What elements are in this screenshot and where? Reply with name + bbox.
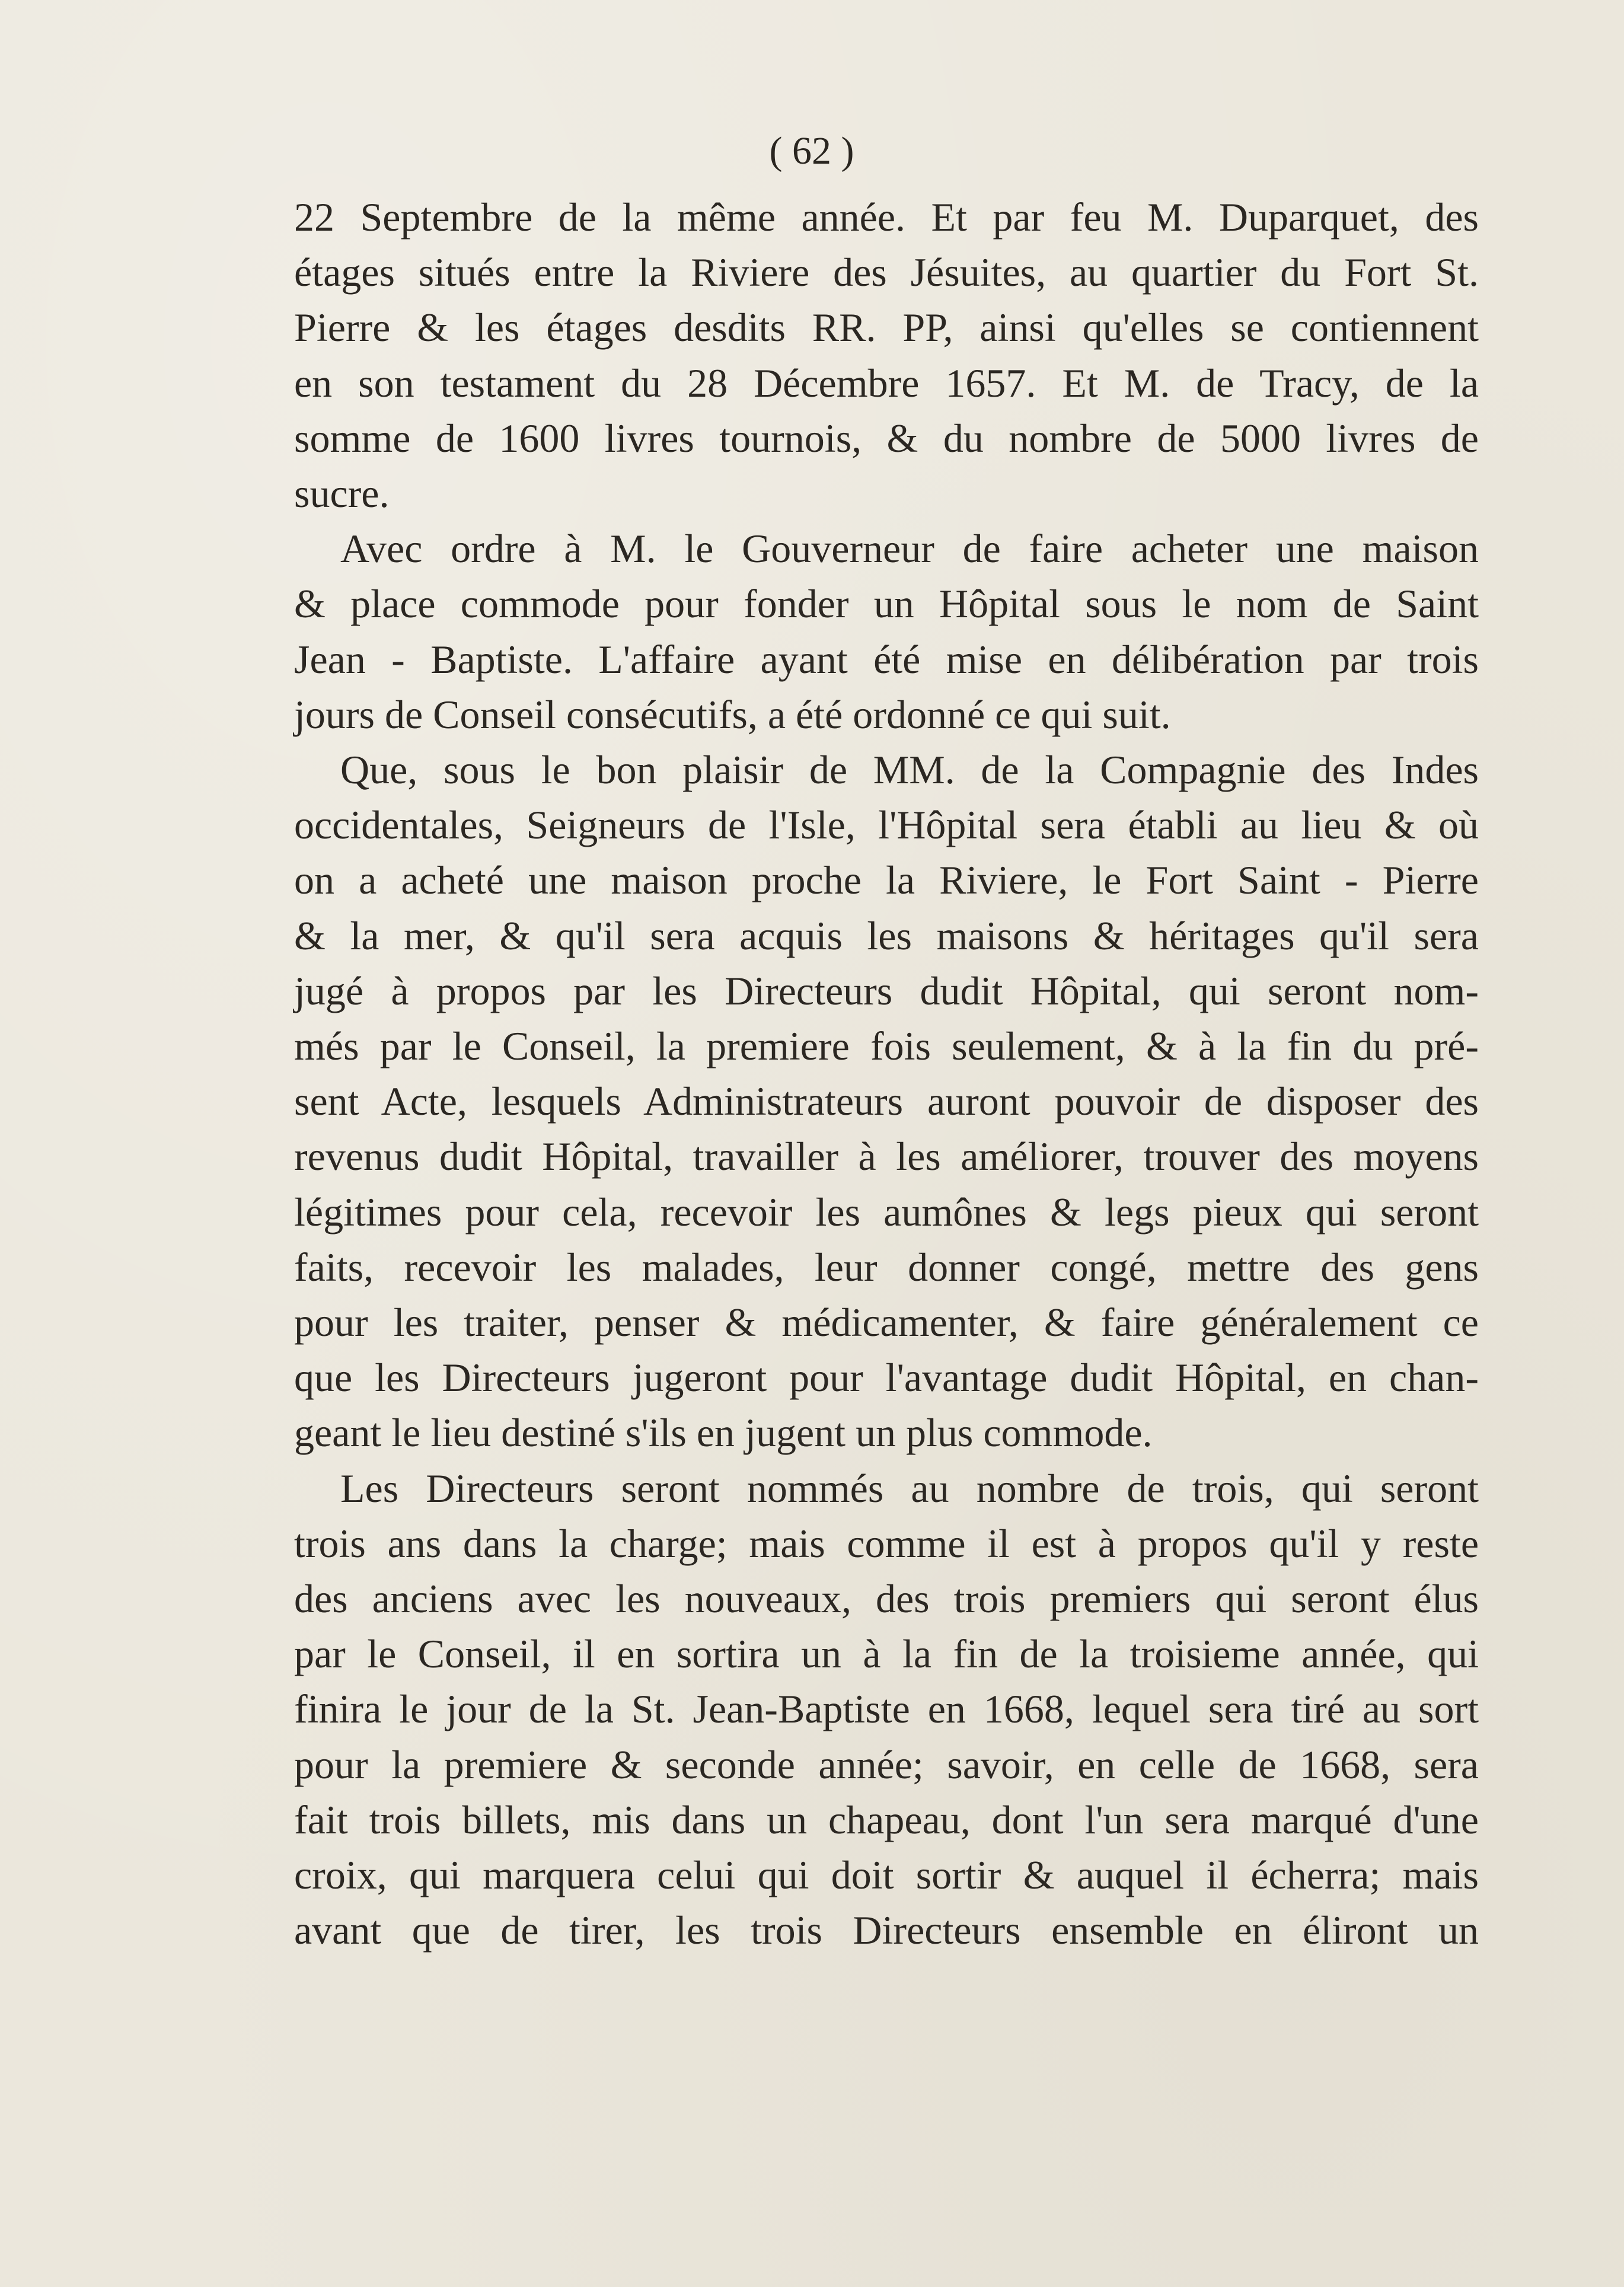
text-line: faits, recevoir les malades, leur donner congé, mettre des gens <box>294 1244 1479 1290</box>
text-line: fait trois billets, mis dans un chapeau, dont l'un sera marqué d'une <box>294 1797 1479 1842</box>
text-line: sent Acte, lesquels Administrateurs auront pouvoir de disposer des <box>294 1079 1479 1124</box>
text-line: par le Conseil, il en sortira un à la fin de la troisieme année, qui <box>294 1631 1479 1677</box>
text-line: pour les traiter, penser & médicamenter, & faire généralement ce <box>294 1300 1479 1345</box>
text-line: Avec ordre à M. le Gouverneur de faire acheter une maison <box>340 526 1479 572</box>
page-number: ( 62 ) <box>769 129 854 173</box>
text-line: que les Directeurs jugeront pour l'avantage dudit Hôpital, en chan- <box>294 1355 1479 1401</box>
text-line: revenus dudit Hôpital, travailler à les améliorer, trouver des moyens <box>294 1134 1479 1179</box>
text-line: jours de Conseil consécutifs, a été ordonné ce qui suit. <box>294 691 1171 737</box>
text-line: & la mer, & qu'il sera acquis les maisons & héritages qu'il sera <box>294 913 1479 958</box>
text-line: on a acheté une maison proche la Riviere, le Fort Saint - Pierre <box>294 857 1479 903</box>
text-line: finira le jour de la St. Jean-Baptiste en 1668, lequel sera tiré au sort <box>294 1686 1479 1732</box>
text-line: pour la premiere & seconde année; savoir, en celle de 1668, sera <box>294 1741 1479 1787</box>
text-line: més par le Conseil, la premiere fois seulement, & à la fin du pré- <box>294 1023 1479 1069</box>
text-line: Jean - Baptiste. L'affaire ayant été mise en délibération par trois <box>294 636 1479 682</box>
text-line: 22 Septembre de la même année. Et par feu M. Duparquet, des <box>294 194 1479 240</box>
text-line: geant le lieu destiné s'ils en jugent un plus commode. <box>294 1410 1153 1456</box>
text-line: étages situés entre la Riviere des Jésuites, au quartier du Fort St. <box>294 250 1479 295</box>
text-line: croix, qui marquera celui qui doit sortir & auquel il écherra; mais <box>294 1852 1479 1898</box>
text-line: Pierre & les étages desdits RR. PP, ainsi qu'elles se contiennent <box>294 305 1479 350</box>
text-line: & place commode pour fonder un Hôpital sous le nom de Saint <box>294 581 1479 627</box>
text-line: Que, sous le bon plaisir de MM. de la Compagnie des Indes <box>340 747 1479 793</box>
text-line: jugé à propos par les Directeurs dudit Hôpital, qui seront nom- <box>294 968 1479 1013</box>
text-line: en son testament du 28 Décembre 1657. Et M. de Tracy, de la <box>294 360 1479 406</box>
text-line: des anciens avec les nouveaux, des trois premiers qui seront élus <box>294 1576 1479 1622</box>
text-line: sucre. <box>294 471 390 516</box>
text-line: Les Directeurs seront nommés au nombre de trois, qui seront <box>340 1465 1479 1511</box>
text-line: trois ans dans la charge; mais comme il est à propos qu'il y reste <box>294 1520 1479 1566</box>
text-line: occidentales, Seigneurs de l'Isle, l'Hôpital sera établi au lieu & où <box>294 802 1479 848</box>
text-line: somme de 1600 livres tournois, & du nombre de 5000 livres de <box>294 415 1479 461</box>
text-line: avant que de tirer, les trois Directeurs ensemble en éliront un <box>294 1908 1479 1953</box>
text-line: légitimes pour cela, recevoir les aumônes & legs pieux qui seront <box>294 1189 1479 1235</box>
body-text <box>294 190 1479 1959</box>
